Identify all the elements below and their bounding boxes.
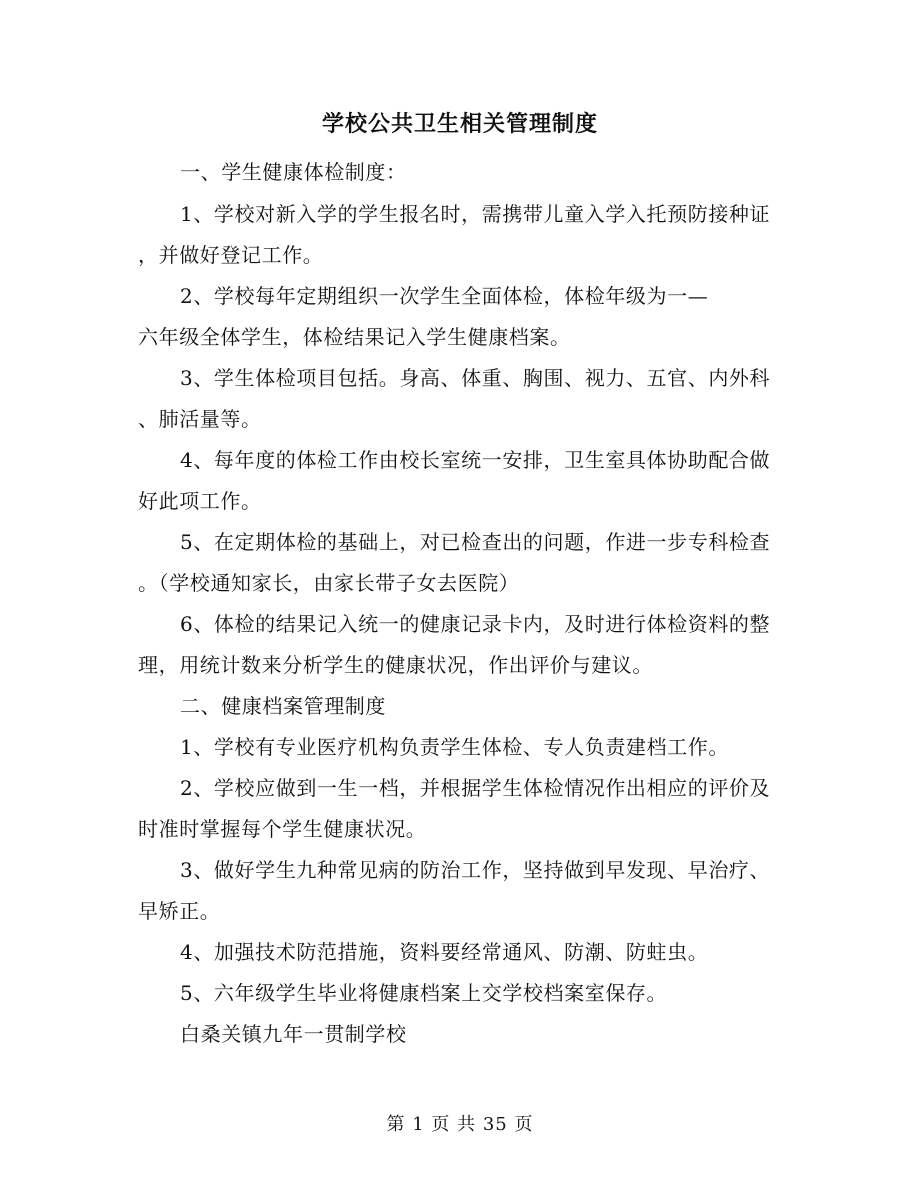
paragraph-line: 5、在定期体检的基础上，对已检查出的问题，作进一步专科检查: [180, 530, 771, 554]
paragraph-line: 2、学校应做到一生一档，并根据学生体检情况作出相应的评价及: [180, 776, 771, 800]
paragraph-line: 3、学生体检项目包括。身高、体重、胸围、视力、五官、内外科: [180, 366, 771, 390]
document-title: 学校公共卫生相关管理制度: [321, 111, 598, 137]
paragraph-line: 1、学校对新入学的学生报名时，需携带儿童入学入托预防接种证: [180, 202, 771, 226]
paragraph-line: ，并做好登记工作。: [138, 243, 324, 267]
paragraph-line: 1、学校有专业医疗机构负责学生体检、专人负责建档工作。: [180, 735, 729, 759]
school-name: 白桑关镇九年一贯制学校: [180, 1022, 407, 1046]
paragraph-line: 6、体检的结果记入统一的健康记录卡内，及时进行体检资料的整: [180, 612, 771, 636]
paragraph-line: 时准时掌握每个学生健康状况。: [138, 817, 427, 841]
paragraph-line: 理，用统计数来分析学生的健康状况，作出评价与建议。: [138, 653, 653, 677]
paragraph-line: 4、每年度的体检工作由校长室统一安排，卫生室具体协助配合做: [180, 448, 771, 472]
section-heading-1: 一、学生健康体检制度：: [180, 160, 407, 184]
paragraph-line: 3、做好学生九种常见病的防治工作，坚持做到早发现、早治疗、: [180, 858, 771, 882]
page-number: 第 1 页 共 35 页: [386, 1114, 534, 1135]
paragraph-line: 六年级全体学生，体检结果记入学生健康档案。: [138, 325, 571, 349]
paragraph-line: 、肺活量等。: [138, 407, 262, 431]
paragraph-line: 2、学校每年定期组织一次学生全面体检，体检年级为一—: [180, 284, 709, 308]
section-heading-2: 二、健康档案管理制度: [180, 694, 386, 718]
paragraph-line: 4、加强技术防范措施，资料要经常通风、防潮、防蛀虫。: [180, 940, 709, 964]
paragraph-line: 5、六年级学生毕业将健康档案上交学校档案室保存。: [180, 981, 668, 1005]
paragraph-line: 早矫正。: [138, 899, 221, 923]
paragraph-line: 好此项工作。: [138, 489, 262, 513]
paragraph-line: 。（学校通知家长，由家长带子女去医院）: [138, 571, 520, 595]
